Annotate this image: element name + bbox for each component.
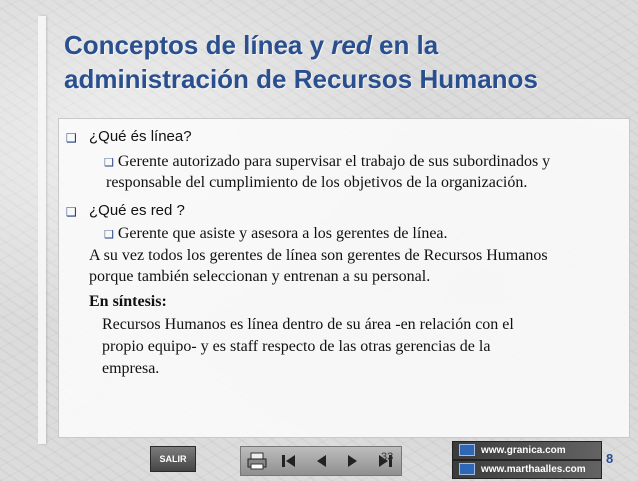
question-line: ¿Qué és línea?	[89, 128, 192, 145]
first-page-icon[interactable]	[278, 450, 300, 472]
title-line-1	[64, 28, 624, 62]
slide-title	[64, 28, 624, 96]
synthesis-line-3: empresa.	[102, 360, 160, 377]
answer-line-2: responsable del cumplimiento de los objetivos de la organización.	[106, 174, 528, 191]
title-part-a: Conceptos de línea y	[64, 30, 332, 60]
left-decorative-bar	[38, 16, 46, 444]
square-bullet-icon: ❑	[104, 157, 114, 169]
exit-button[interactable]: SALIR	[150, 446, 196, 472]
page-number: 8	[606, 451, 614, 466]
title-part-red: red	[331, 30, 372, 60]
square-bullet-icon: ❑	[104, 229, 114, 241]
answer-line	[104, 151, 550, 174]
website-link-marthaalles[interactable]	[452, 460, 602, 479]
paragraph-line-2: porque también seleccionan y entrenan a su personal.	[89, 268, 431, 285]
paragraph-line-1: A su vez todos los gerentes de línea son gerentes de Recursos Humanos	[89, 247, 548, 264]
synthesis-line-1: Recursos Humanos es línea dentro de su área -en relación con el	[102, 316, 514, 333]
page-number-small: 33	[381, 451, 394, 463]
answer-line	[104, 223, 448, 246]
binoculars-icon[interactable]	[381, 451, 393, 463]
answer-text: Gerente que asiste y asesora a los gerentes de línea.	[117, 225, 448, 242]
next-icon[interactable]	[342, 450, 364, 472]
website-link-granica[interactable]	[452, 441, 602, 460]
answer-text: Gerente autorizado para supervisar el trabajo de sus subordinados y	[117, 153, 551, 170]
globe-icon	[459, 463, 475, 475]
globe-icon	[459, 444, 475, 456]
website-label: www.marthaalles.com	[481, 464, 586, 475]
square-bullet-icon: ❑	[66, 205, 77, 219]
question-line: ¿Qué es red ?	[89, 202, 185, 219]
website-label: www.granica.com	[481, 445, 566, 456]
previous-icon[interactable]	[310, 450, 332, 472]
title-part-c: en la	[371, 30, 439, 60]
title-line-2: administración de Recursos Humanos	[64, 64, 538, 94]
square-bullet-icon: ❑	[66, 131, 77, 145]
synthesis-heading: En síntesis:	[89, 293, 167, 310]
synthesis-line-2: propio equipo- y es staff respecto de las otras gerencias de la	[102, 338, 491, 355]
printer-icon[interactable]	[246, 450, 268, 472]
navigation-bar	[240, 446, 402, 476]
